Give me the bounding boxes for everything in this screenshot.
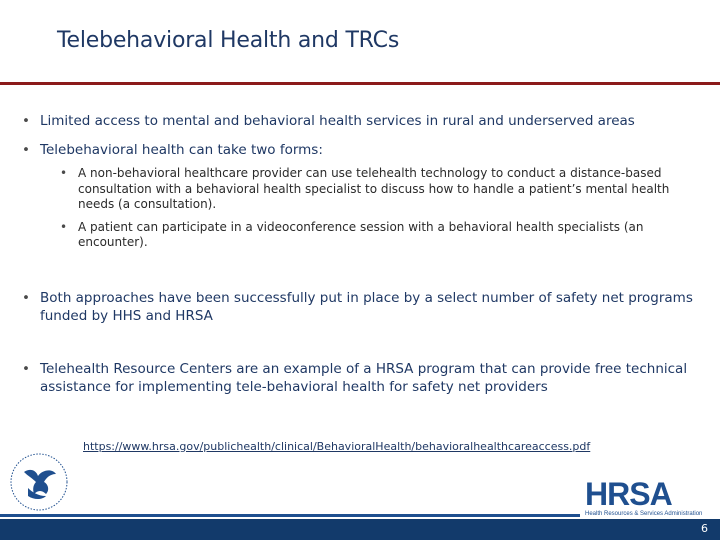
- bullet-list: [22, 112, 702, 396]
- bullet-dot-icon: •: [22, 142, 30, 158]
- bullet-item: [22, 112, 702, 130]
- sub-bullet-text: A non-behavioral healthcare provider can use telehealth technology to conduct a distance-based consultation with a behavioral health specialist to discuss how to handle a patient’s mental health needs (a consultation).: [78, 166, 670, 211]
- bullet-dot-icon: •: [22, 289, 30, 306]
- footer-accent-line: [0, 514, 580, 517]
- bullet-item: [22, 141, 702, 159]
- sub-bullet-item: [60, 166, 688, 213]
- footer-bar: [0, 519, 720, 540]
- sub-bullet-list: [60, 166, 688, 251]
- bullet-text: Limited access to mental and behavioral health services in rural and underserved areas: [40, 113, 635, 129]
- sub-bullet-item: [60, 220, 688, 251]
- hrsa-logo-text: HRSA: [585, 476, 672, 512]
- sub-bullet-text: A patient can participate in a videoconference session with a behavioral health specialists (an encounter).: [78, 219, 644, 249]
- bullet-dot-icon: •: [22, 113, 30, 129]
- bullet-text: Telebehavioral health can take two forms:: [40, 142, 323, 158]
- bullet-item: [22, 360, 700, 396]
- hrsa-logo: [585, 478, 705, 522]
- slide-title: Telebehavioral Health and TRCs: [57, 28, 400, 53]
- bullet-dot-icon: •: [60, 219, 68, 234]
- bullet-text: Telehealth Resource Centers are an example of a HRSA program that can provide free technical assistance for implementing tele-behavioral health for safety net providers: [40, 360, 688, 395]
- bullet-dot-icon: •: [22, 360, 30, 377]
- hrsa-logo-subtitle: Health Resources & Services Administration: [585, 511, 703, 517]
- hhs-eagle-seal-icon: [6, 450, 76, 514]
- bullet-text: Both approaches have been successfully put in place by a select number of safety net programs funded by HHS and HRSA: [40, 289, 693, 324]
- bullet-item: [22, 289, 700, 325]
- source-link[interactable]: https://www.hrsa.gov/publichealth/clinical/BehavioralHealth/behavioralhealthcareaccess.pdf: [83, 440, 591, 453]
- title-divider: [0, 82, 720, 85]
- bullet-dot-icon: •: [60, 166, 68, 180]
- page-number: 6: [701, 522, 708, 535]
